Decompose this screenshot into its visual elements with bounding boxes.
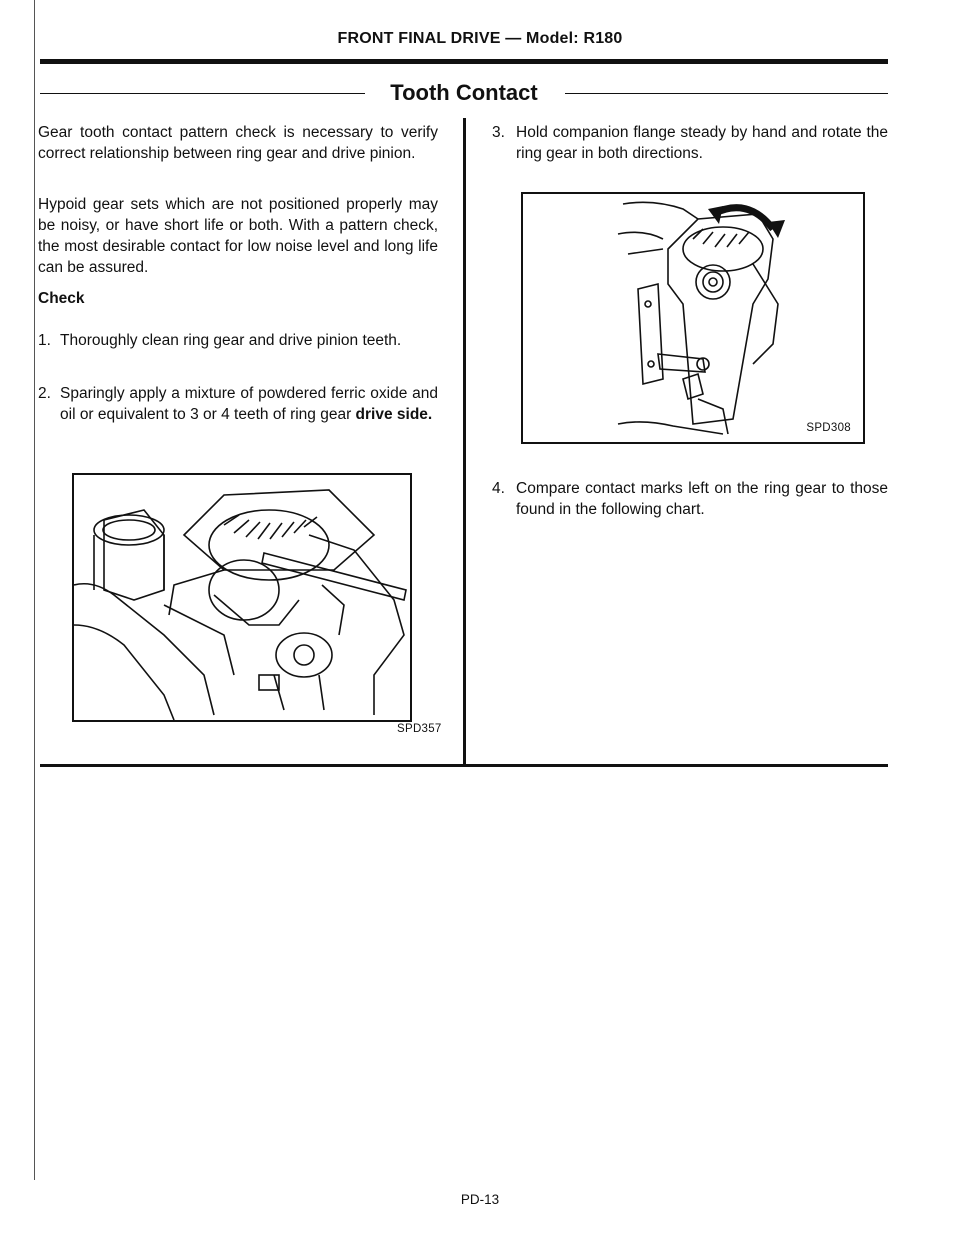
column-divider xyxy=(463,118,466,766)
section-bottom-rule xyxy=(40,764,888,767)
step-text: Thoroughly clean ring gear and drive pinion teeth. xyxy=(60,332,402,349)
margin-rule xyxy=(34,0,35,1180)
step-text-main: Sparingly apply a mixture of powdered ferric oxide and oil or equivalent to 3 or 4 teeth of ring gear xyxy=(60,385,438,423)
step-1 xyxy=(38,330,438,374)
step-number: 2. xyxy=(38,385,51,402)
step-number: 4. xyxy=(492,480,505,497)
section-rule-right xyxy=(565,93,888,94)
step-text: Compare contact marks left on the ring gear to those found in the following chart. xyxy=(516,480,888,518)
gear-application-illustration xyxy=(74,475,410,720)
figure-apply-compound xyxy=(72,473,412,722)
figure-rotate-ring-gear xyxy=(521,192,865,444)
header-rule xyxy=(40,59,888,64)
figure-code: SPD308 xyxy=(806,422,851,434)
intro-paragraph-1: Gear tooth contact pattern check is necessary to verify correct relationship between ring gear and drive pinion. xyxy=(38,124,438,162)
section-title-bar xyxy=(40,78,888,108)
check-heading: Check xyxy=(38,290,85,307)
step-2 xyxy=(38,383,438,449)
section-title: Tooth Contact xyxy=(390,80,538,105)
step-text xyxy=(60,383,438,425)
step-text: Hold companion flange steady by hand and rotate the ring gear in both directions. xyxy=(516,124,888,162)
step-3 xyxy=(492,122,888,166)
figure-code: SPD357 xyxy=(397,723,442,735)
page-header: FRONT FINAL DRIVE — Model: R180 xyxy=(337,30,623,47)
page-number: PD-13 xyxy=(460,1192,500,1207)
step-number: 1. xyxy=(38,332,51,349)
intro-paragraph-2: Hypoid gear sets which are not positioned properly may be noisy, or have short life or both. With a pattern check, the most desirable contact for low noise level and long life can be assured. xyxy=(38,196,438,276)
step-number: 3. xyxy=(492,124,505,141)
step-text-emphasis: drive side. xyxy=(355,406,433,423)
ring-gear-rotation-illustration xyxy=(523,194,863,442)
step-4 xyxy=(492,478,888,522)
